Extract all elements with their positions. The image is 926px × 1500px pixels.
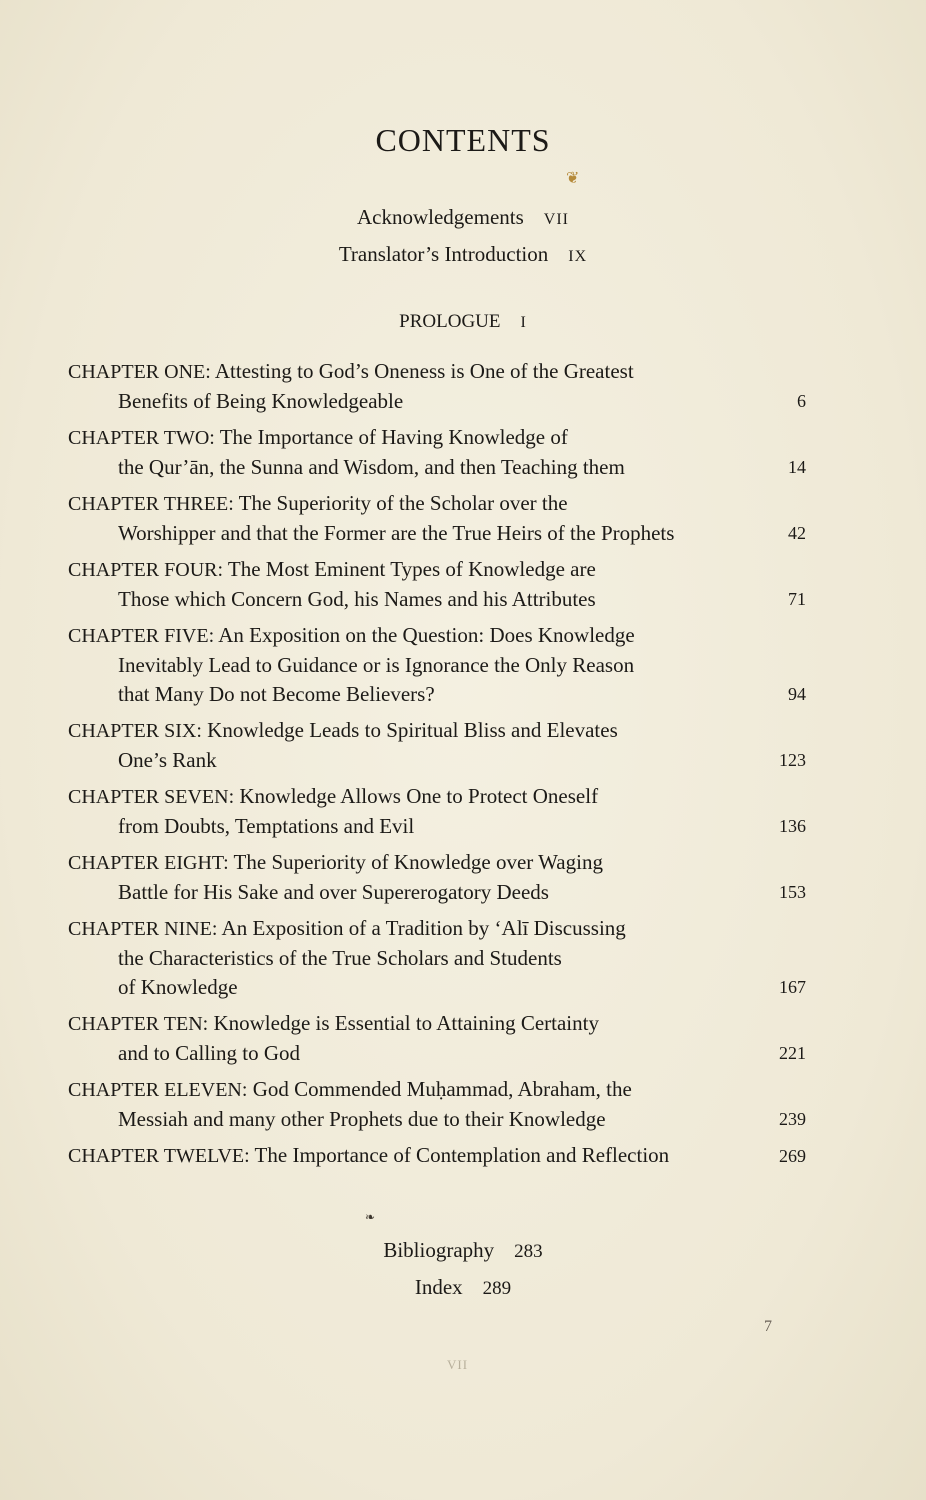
chapter-title-continuation (68, 812, 806, 841)
chapter-title-text: The Importance of Contemplation and Reflection (254, 1143, 670, 1167)
chapter-page-number: 71 (788, 589, 806, 609)
chapter-title-text: The Superiority of Knowledge over Waging (233, 850, 603, 874)
toc-entry-chapter[interactable] (68, 555, 806, 614)
chapter-title-continuation (68, 1039, 806, 1068)
chapter-title-continuation (68, 944, 806, 973)
chapter-title-text: Battle for His Sake and over Supererogatory Deeds (118, 880, 549, 904)
chapter-title-continuation (68, 973, 806, 1002)
chapter-title-text: Knowledge Allows One to Protect Oneself (239, 784, 599, 808)
chapter-title-continuation (68, 387, 806, 416)
chapter-title-line (68, 357, 806, 387)
chapter-title-line (68, 782, 806, 812)
entry-label: Acknowledgements (356, 205, 524, 229)
chapter-title-text: of Knowledge (118, 975, 238, 999)
toc-entry-prologue[interactable] (0, 311, 926, 333)
chapter-number: CHAPTER TWELVE: (68, 1145, 250, 1167)
chapter-title-text: Knowledge is Essential to Attaining Certainty (213, 1011, 599, 1035)
chapter-page-number: 94 (788, 684, 806, 704)
chapter-title-continuation (68, 878, 806, 907)
chapter-title-text: Benefits of Being Knowledgeable (118, 389, 404, 413)
chapter-number: CHAPTER THREE: (68, 493, 234, 515)
toc-entry-chapter[interactable] (68, 423, 806, 482)
chapter-title-continuation (68, 651, 806, 680)
chapter-page-number: 6 (797, 391, 806, 411)
chapter-page-number: 269 (779, 1146, 806, 1166)
chapter-title-text: Inevitably Lead to Guidance or is Ignorance the Only Reason (118, 653, 635, 677)
entry-page: I (520, 314, 527, 331)
entry-label: Translator’s Introduction (338, 242, 549, 266)
chapter-title-continuation (68, 680, 806, 709)
chapter-title-text: An Exposition of a Tradition by ‘Alī Discussing (221, 916, 626, 940)
chapter-title-line (68, 1009, 806, 1039)
section-divider-ornament-icon: ❧ (365, 1210, 376, 1224)
toc-entry-chapter[interactable] (68, 1009, 806, 1068)
chapter-title-text: Worshipper and that the Former are the True Heirs of the Prophets (118, 521, 675, 545)
chapter-title-continuation (68, 746, 806, 775)
chapter-title-text: that Many Do not Become Believers? (118, 682, 435, 706)
chapter-number: CHAPTER SEVEN: (68, 786, 235, 808)
chapter-title-line (68, 555, 806, 585)
entry-page: IX (568, 248, 588, 265)
chapter-page-number: 42 (788, 523, 806, 543)
chapter-number: CHAPTER FOUR: (68, 559, 224, 581)
toc-entry-chapter[interactable] (68, 716, 806, 775)
chapter-title-line (68, 1075, 806, 1105)
chapter-title-text: An Exposition on the Question: Does Knowledge (218, 623, 635, 647)
toc-entry-chapter[interactable] (68, 621, 806, 709)
chapter-number: CHAPTER TWO: (68, 427, 215, 449)
chapter-number: CHAPTER SIX: (68, 720, 202, 742)
toc-entry-chapter[interactable] (68, 357, 806, 416)
toc-entry-chapter[interactable] (68, 1141, 806, 1171)
entry-label: Bibliography (383, 1238, 495, 1262)
toc-entry-chapter[interactable] (68, 914, 806, 1002)
toc-entry-bibliography[interactable] (0, 1238, 926, 1263)
chapter-title-line (68, 914, 806, 944)
chapter-title-text: and to Calling to God (118, 1041, 300, 1065)
chapter-title-continuation (68, 1105, 806, 1134)
chapter-title-line (68, 716, 806, 746)
toc-entry-acknowledgements[interactable] (0, 205, 926, 230)
entry-page: 289 (482, 1278, 512, 1299)
chapter-number: CHAPTER FIVE: (68, 625, 215, 647)
chapter-title-text: Messiah and many other Prophets due to their Knowledge (118, 1107, 606, 1131)
chapter-title-text: The Superiority of the Scholar over the (238, 491, 568, 515)
entry-label: PROLOGUE (399, 311, 501, 332)
chapter-page-number: 221 (779, 1043, 806, 1063)
chapter-number: CHAPTER ELEVEN: (68, 1079, 248, 1101)
chapter-number: CHAPTER TEN: (68, 1013, 209, 1035)
folio-number: VII (447, 1357, 469, 1372)
chapter-title-text: The Most Eminent Types of Knowledge are (227, 557, 596, 581)
chapter-number: CHAPTER ONE: (68, 361, 211, 383)
chapter-title-continuation (68, 519, 806, 548)
chapter-title-line (68, 1141, 806, 1171)
chapter-title-line (68, 489, 806, 519)
chapter-page-number: 136 (779, 816, 806, 836)
chapter-title-line (68, 423, 806, 453)
toc-entry-index[interactable] (0, 1275, 926, 1300)
chapter-page-number: 14 (788, 457, 806, 477)
chapter-title-text: The Importance of Having Knowledge of (219, 425, 568, 449)
chapter-title-text: from Doubts, Temptations and Evil (118, 814, 415, 838)
chapter-number: CHAPTER EIGHT: (68, 852, 229, 874)
pencil-margin-mark: 7 (764, 1318, 772, 1335)
toc-entry-chapter[interactable] (68, 489, 806, 548)
chapter-title-continuation (68, 585, 806, 614)
chapter-page-number: 167 (779, 977, 806, 997)
toc-entry-chapter[interactable] (68, 848, 806, 907)
chapter-title-line (68, 621, 806, 651)
entry-page: 283 (514, 1241, 543, 1262)
chapter-title-text: Attesting to God’s Oneness is One of the Greatest (214, 359, 634, 383)
chapter-title-text: the Qur’ān, the Sunna and Wisdom, and then Teaching them (118, 455, 625, 479)
toc-entry-chapter[interactable] (68, 1075, 806, 1134)
chapter-title-text: God Commended Muḥammad, Abraham, the (252, 1077, 632, 1101)
chapter-title-continuation (68, 453, 806, 482)
page-title: CONTENTS (375, 122, 551, 158)
fleuron-ornament-icon: ❦ (566, 170, 580, 187)
chapter-title-text: One’s Rank (118, 748, 217, 772)
chapter-page-number: 123 (779, 750, 806, 770)
chapter-title-line (68, 848, 806, 878)
chapter-title-text: Those which Concern God, his Names and his Attributes (118, 587, 596, 611)
chapter-title-text: Knowledge Leads to Spiritual Bliss and Elevates (207, 718, 618, 742)
chapter-page-number: 153 (779, 882, 806, 902)
toc-entry-translators-introduction[interactable] (0, 242, 926, 267)
toc-entry-chapter[interactable] (68, 782, 806, 841)
entry-page: VII (543, 211, 569, 228)
chapter-list (68, 357, 806, 1178)
chapter-title-text: the Characteristics of the True Scholars and Students (118, 946, 562, 970)
chapter-page-number: 239 (779, 1109, 806, 1129)
chapter-number: CHAPTER NINE: (68, 918, 218, 940)
entry-label: Index (414, 1275, 463, 1299)
